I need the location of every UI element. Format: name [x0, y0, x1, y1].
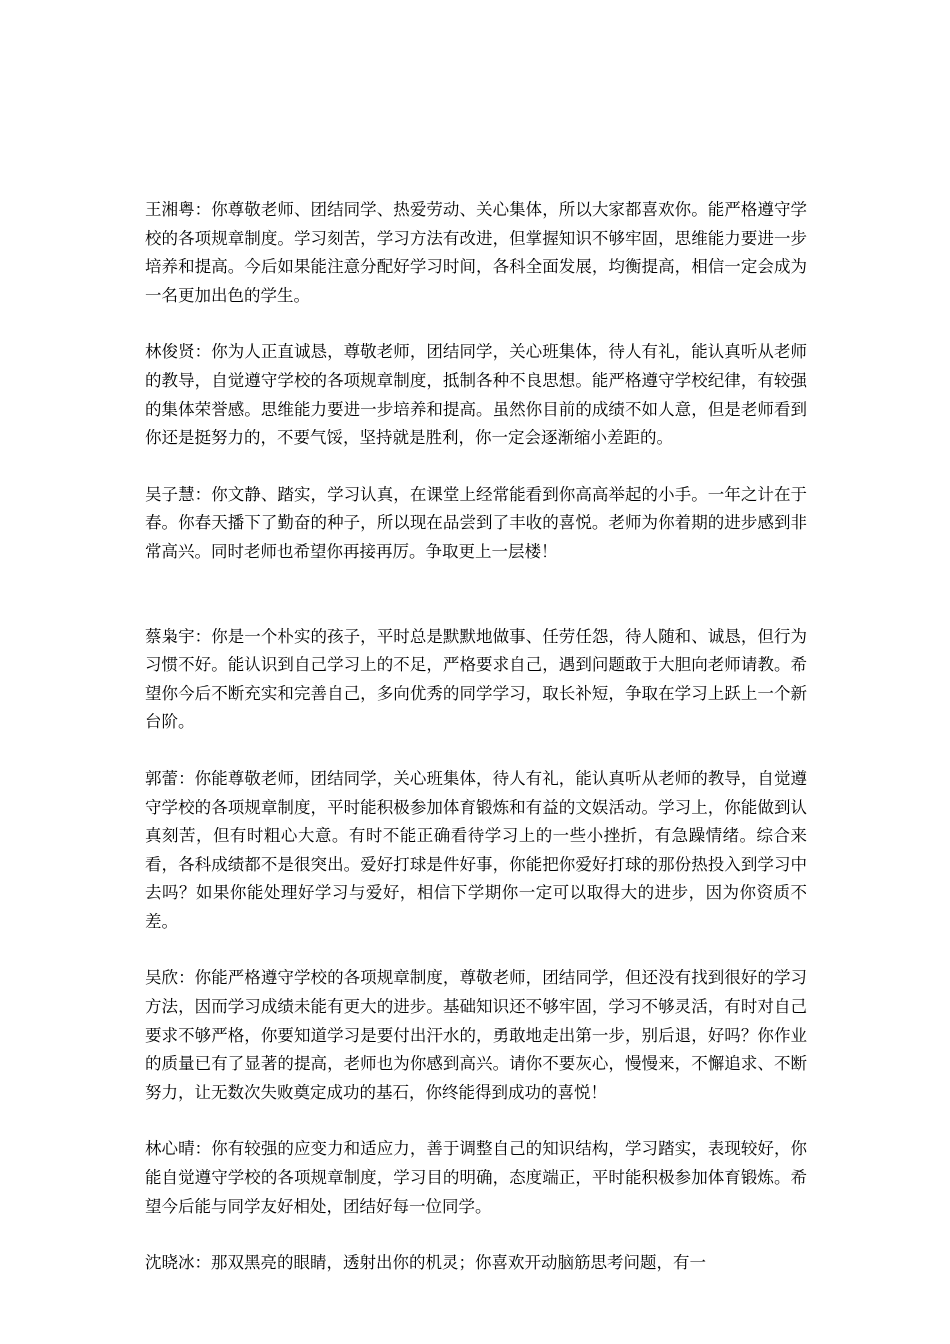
comment-paragraph-2: 林俊贤：你为人正直诚恳，尊敬老师，团结同学，关心班集体，待人有礼，能认真听从老师的教导，自觉遵守学校的各项规章制度，抵制各种不良思想。能严格遵守学校纪律，有较强的集体荣誉感。思维能力要进一步培养和提高。虽然你目前的成绩不如人意，但是老师看到你还是挺努力的，不要气馁，坚持就是胜利，你一定会逐渐缩小差距的。 — [145, 342, 807, 448]
comment-paragraph-6: 吴欣：你能严格遵守学校的各项规章制度，尊敬老师，团结同学，但还没有找到很好的学习方法，因而学习成绩未能有更大的进步。基础知识还不够牢固，学习不够灵活，有时对自己要求不够严格，你要知道学习是要付出汗水的，勇敢地走出第一步，别后退，好吗？你作业的质量已有了显著的提高，老师也为你感到高兴。请你不要灰心，慢慢来，不懈追求、不断努力，让无数次失败奠定成功的基石，你终能得到成功的喜悦！ — [145, 968, 807, 1102]
comment-paragraph-4: 蔡枭宇：你是一个朴实的孩子，平时总是默默地做事、任劳任怨，待人随和、诚恳，但行为习惯不好。能认识到自己学习上的不足，严格要求自己，遇到问题敢于大胆向老师请教。希望你今后不断充实和完善自己，多向优秀的同学学习，取长补短，争取在学习上跃上一个新台阶。 — [145, 626, 807, 732]
paragraph-gap — [145, 1107, 807, 1135]
paragraph-gap — [145, 453, 807, 481]
comment-paragraph-3: 吴子慧：你文静、踏实，学习认真，在课堂上经常能看到你高高举起的小手。一年之计在于春。你春天播下了勤奋的种子，所以现在品尝到了丰收的喜悦。老师为你着期的进步感到非常高兴。同时老师也希望你再接再厉。争取更上一层楼！ — [145, 484, 807, 561]
comment-paragraph-5: 郭蕾：你能尊敬老师，团结同学，关心班集体，待人有礼，能认真听从老师的教导，自觉遵守学校的各项规章制度，平时能积极参加体育锻炼和有益的文娱活动。学习上，你能做到认真刻苦，但有时粗心大意。有时不能正确看待学习上的一些小挫折，有急躁情绪。综合来看，各科成绩都不是很突出。爱好打球是件好事，你能把你爱好打球的那份热投入到学习中去吗？如果你能处理好学习与爱好，相信下学期你一定可以取得大的进步，因为你资质不差。 — [145, 768, 807, 931]
paragraph-gap — [145, 1221, 807, 1249]
paragraph-gap — [145, 737, 807, 765]
document-page — [145, 196, 807, 1278]
comment-paragraph-7: 林心晴：你有较强的应变力和适应力，善于调整自己的知识结构，学习踏实，表现较好，你能自觉遵守学校的各项规章制度，学习目的明确，态度端正，平时能积极参加体育锻炼。希望今后能与同学友好相处，团结好每一位同学。 — [145, 1139, 807, 1216]
comment-paragraph-1: 王湘粤：你尊敬老师、团结同学、热爱劳动、关心集体，所以大家都喜欢你。能严格遵守学校的各项规章制度。学习刻苦，学习方法有改进，但掌握知识不够牢固，思维能力要进一步培养和提高。今后如果能注意分配好学习时间，各科全面发展，均衡提高，相信一定会成为一名更加出色的学生。 — [145, 200, 807, 305]
comment-paragraph-8: 沈晓冰：那双黑亮的眼睛，透射出你的机灵；你喜欢开动脑筋思考问题，有一 — [145, 1253, 706, 1273]
paragraph-gap — [145, 310, 807, 338]
paragraph-gap — [145, 567, 807, 623]
paragraph-gap — [145, 936, 807, 964]
